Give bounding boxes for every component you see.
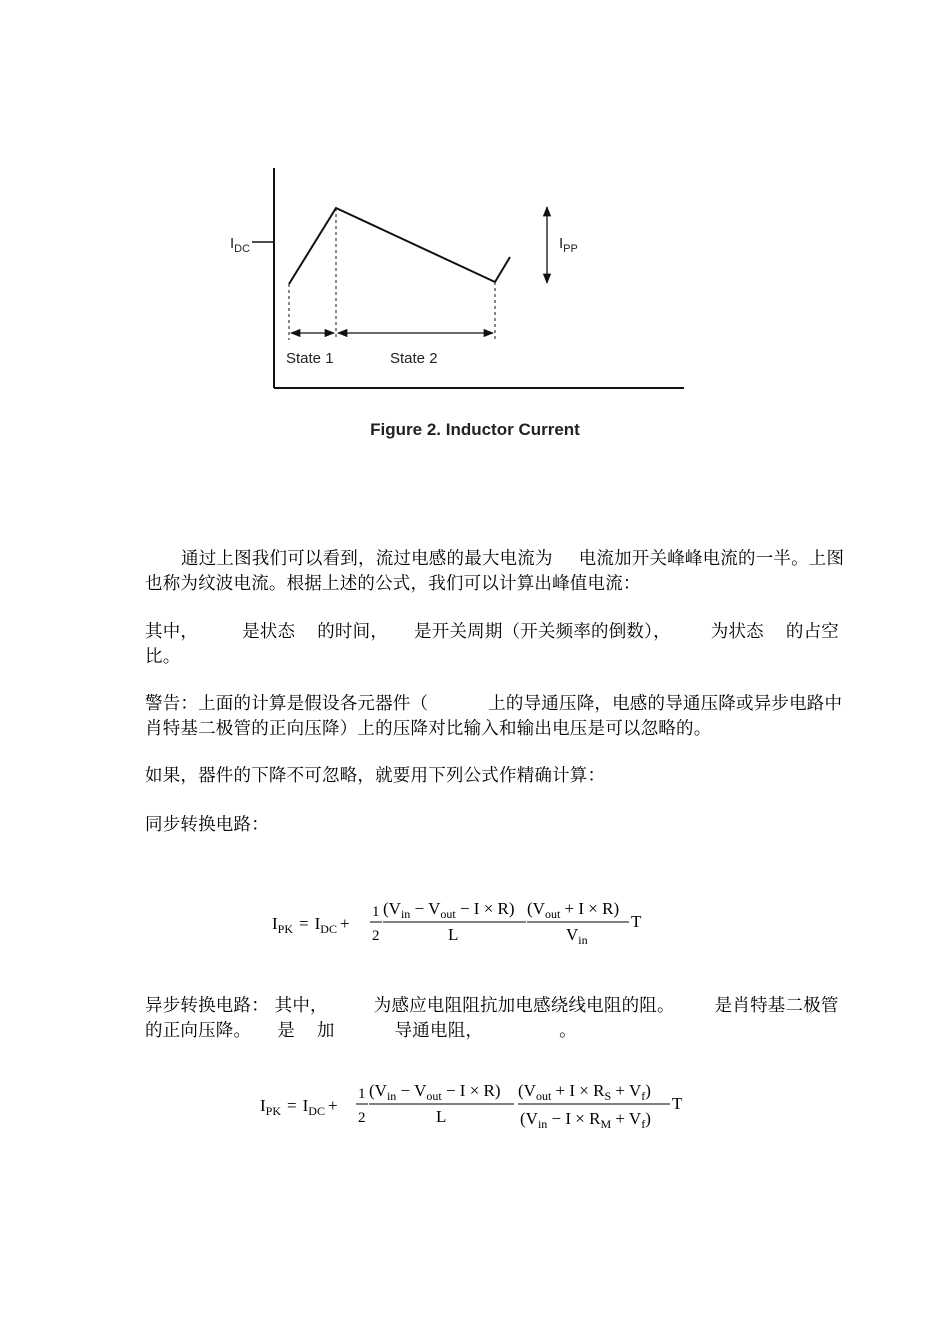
p1-text-b: 电流加开关峰峰电流的一半。上图也称为纹波电流。根据上述的公式，我们可以计算出峰值电流： <box>145 549 845 594</box>
p2-text-c: 的时间， <box>317 622 389 642</box>
formula-asynchronous-svg <box>260 1076 700 1136</box>
paragraph-5: 同步转换电路： <box>145 815 269 835</box>
svg-text:(Vin − Vout − I × R): $(V_{in} - V_{out} - I \times R)$ <box>369 1081 501 1103</box>
formula-synchronous <box>272 896 652 952</box>
state1-label: State 1 <box>286 350 334 367</box>
idc-label: $I_{DC}$ <box>230 235 251 255</box>
p6-text-b: 为感应电阻阻抗加电感绕线电阻的阻。 <box>373 996 675 1016</box>
svg-text:(Vin − Vout − I × R): $(V_{in} - V_{out} - I \times R)$ <box>383 899 515 921</box>
p1-text-a: 通过上图我们可以看到，流过电感的最大电流为 <box>181 549 553 569</box>
p2-text-a: 其中， <box>145 622 199 642</box>
paragraph-4: 如果，器件的下降不可忽略，就要用下列公式作精确计算： <box>145 766 606 786</box>
state2-label: State 2 <box>390 350 438 367</box>
svg-text:L: L <box>448 925 459 944</box>
p3-text-a: 警告：上面的计算是假设各元器件（ <box>145 694 429 714</box>
current-waveform <box>289 208 510 284</box>
paragraph-2 <box>145 620 850 670</box>
svg-text:1: 1 <box>372 904 380 920</box>
paragraph-6 <box>145 994 850 1044</box>
svg-text:(Vout + I × R): $(V_{out} + I \times R)$ <box>527 899 620 921</box>
inductor-current-figure <box>220 160 700 400</box>
p6-text-d: 是 <box>277 1021 295 1041</box>
formula-synchronous-svg <box>272 896 652 952</box>
svg-text:Vin: $V_{in}$ <box>566 925 588 947</box>
p6-text-a: 异步转换电路： 其中， <box>145 996 328 1016</box>
formula-asynchronous <box>260 1076 700 1136</box>
p2-text-d: 是开关周期（开关频率的倒数）， <box>414 622 671 642</box>
svg-text:IPK=IDC+: $I_{PK} = I_{DC}$ + <box>260 1096 338 1118</box>
svg-text:T: T <box>672 1094 683 1113</box>
svg-text:T: T <box>631 912 642 931</box>
figure-caption: Figure 2. Inductor Current <box>370 420 580 439</box>
svg-text:IPK=IDC+: $I_{PK} = I_{DC}$ + <box>272 914 350 936</box>
svg-text:(Vin − I × RM + Vf): $(V_{in} - I \times R_M + V_f)$ <box>520 1109 651 1131</box>
svg-text:L: L <box>436 1107 447 1126</box>
p3-text-b: 上的导通压降，电感的导通压降或异步电路中肖特基二极管的正向压降）上的压降对比输入和输出电压是可以忽略的。 <box>145 694 843 739</box>
paragraph-3 <box>145 692 850 742</box>
p6-text-g: 。 <box>559 1021 577 1041</box>
p2-text-b: 是状态 <box>242 622 296 642</box>
paragraph-1 <box>145 547 850 597</box>
svg-text:2: 2 <box>372 928 380 944</box>
p2-text-f: 的占空比。 <box>145 622 839 667</box>
ipp-label: $I_{PP}$ <box>559 235 578 255</box>
p6-text-f: 导通电阻， <box>394 1021 484 1041</box>
p6-text-c: 是肖特基二极管的正向压降。 <box>145 996 839 1041</box>
p6-text-e: 加 <box>316 1021 335 1041</box>
p2-text-e: 为状态 <box>710 622 764 642</box>
svg-text:2: 2 <box>358 1110 366 1126</box>
svg-text:(Vout + I × RS + Vf): $(V_{out} + I \times R_S + V_f)$ <box>518 1081 651 1103</box>
svg-text:1: 1 <box>358 1086 366 1102</box>
